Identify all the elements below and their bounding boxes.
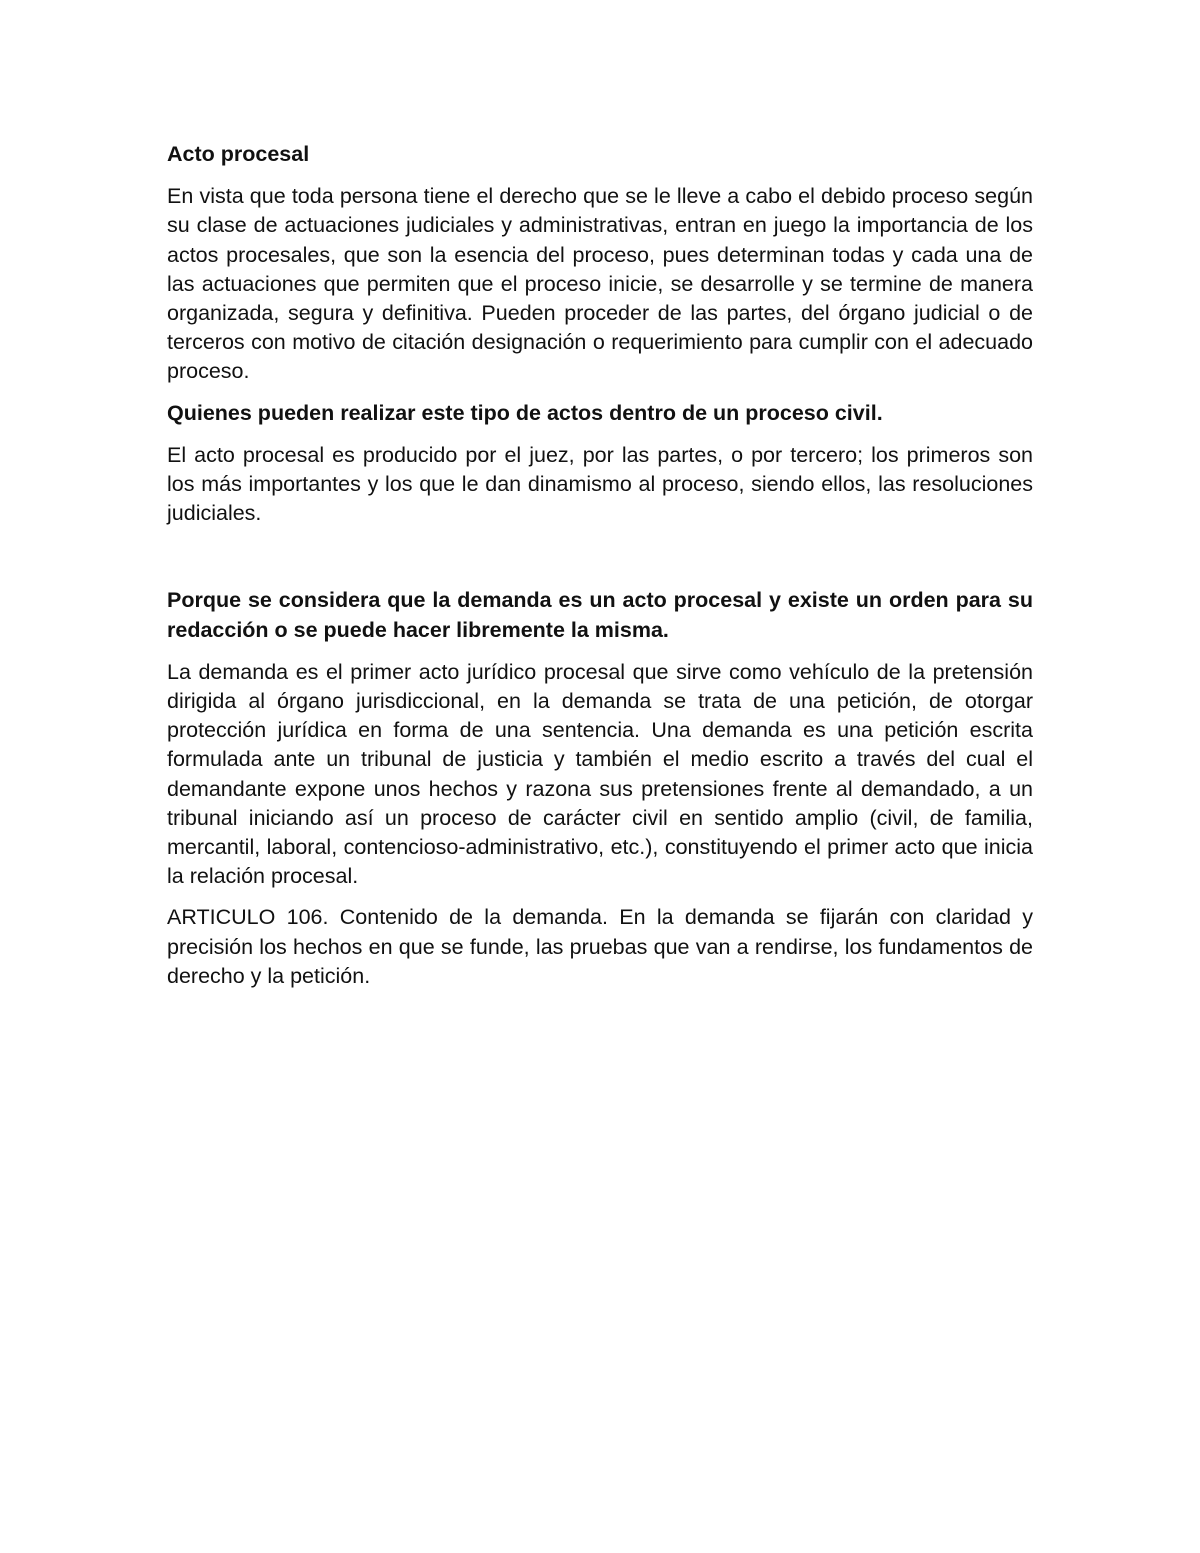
paragraph-articulo-106: ARTICULO 106. Contenido de la demanda. En la demanda se fijarán con claridad y precisión los hechos en que se funde, las pruebas que van a rendirse, los fundamentos de derecho y la petición.	[167, 905, 1033, 988]
heading-acto-procesal: Acto procesal	[167, 142, 310, 166]
paragraph-demanda: La demanda es el primer acto jurídico procesal que sirve como vehículo de la pretensión dirigida al órgano jurisdiccional, en la demanda se trata de una petición, de otorgar protección jurídica en forma de una sentencia. Una demanda es una petición escrita formulada ante un tribunal de justicia y también el medio escrito a través del cual el demandante expone unos hechos y razona sus pretensiones frente al demandado, a un tribunal iniciando así un proceso de carácter civil en sentido amplio (civil, de familia, mercantil, laboral, contencioso-administrativo, etc.), constituyendo el primer acto que inicia la relación procesal.	[167, 659, 1033, 889]
paragraph-acto-procesal: En vista que toda persona tiene el derecho que se le lleve a cabo el debido proceso según su clase de actuaciones judiciales y administrativas, entran en juego la importancia de los actos procesales, que son la esencia del proceso, pues determinan todas y cada una de las actuaciones que permiten que el proceso inicie, se desarrolle y se termine de manera organizada, segura y definitiva. Pueden proceder de las partes, del órgano judicial o de terceros con motivo de citación designación o requerimiento para cumplir con el adecuado proceso.	[167, 184, 1033, 384]
spacer	[167, 540, 1033, 586]
heading-quienes-pueden: Quienes pueden realizar este tipo de actos dentro de un proceso civil.	[167, 400, 883, 425]
document-body	[167, 140, 1033, 1003]
heading-demanda: Porque se considera que la demanda es un acto procesal y existe un orden para su redacción o se puede hacer libremente la misma.	[167, 588, 1033, 642]
paragraph-quienes-pueden: El acto procesal es producido por el juez, por las partes, o por tercero; los primeros son los más importantes y los que le dan dinamismo al proceso, siendo ellos, las resoluciones judiciales.	[167, 442, 1033, 526]
